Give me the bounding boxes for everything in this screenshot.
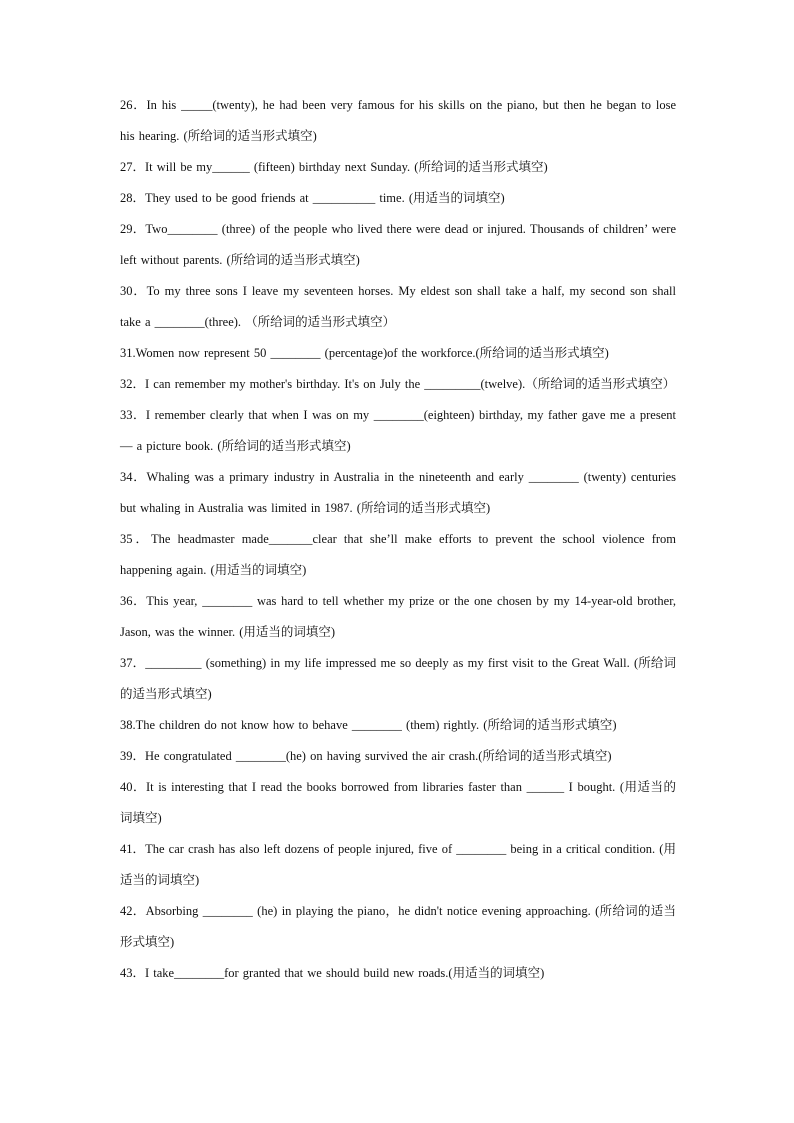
question-42: 42．Absorbing ________ (he) in playing the piano，he didn't notice evening approaching. (所给词的适当形式填空) — [120, 904, 676, 949]
question-33: 33．I remember clearly that when I was on my ________(eighteen) birthday, my father gave me a present — a picture book. (所给词的适当形式填空) — [120, 408, 676, 453]
question-36: 36．This year, ________ was hard to tell whether my prize or the one chosen by my 14-year-old brother, Jason, was the winner. (用适当的词填空) — [120, 594, 676, 639]
question-30: 30．To my three sons I leave my seventeen horses. My eldest son shall take a half, my second son shall take a ________(three). （所给词的适当形式填空） — [120, 284, 676, 329]
question-40: 40．It is interesting that I read the books borrowed from libraries faster than ______ I bought. (用适当的词填空) — [120, 780, 676, 825]
question-31: 31.Women now represent 50 ________ (percentage)of the workforce.(所给词的适当形式填空) — [120, 346, 609, 360]
question-38: 38.The children do not know how to behave ________ (them) rightly. (所给词的适当形式填空) — [120, 718, 617, 732]
question-35: 35．The headmaster made_______clear that she’ll make efforts to prevent the school violence from happening again. (用适当的词填空) — [120, 532, 676, 577]
question-32: 32．I can remember my mother's birthday. It's on July the _________(twelve).（所给词的适当形式填空） — [120, 377, 676, 391]
question-29: 29．Two________ (three) of the people who lived there were dead or injured. Thousands of children’ were left without parents. (所给词的适当形式填空) — [120, 222, 676, 267]
question-27: 27．It will be my______ (fifteen) birthday next Sunday. (所给词的适当形式填空) — [120, 160, 548, 174]
question-43: 43．I take________for granted that we should build new roads.(用适当的词填空) — [120, 966, 545, 980]
question-28: 28．They used to be good friends at __________ time. (用适当的词填空) — [120, 191, 505, 205]
question-list — [120, 90, 676, 989]
question-37: 37．_________ (something) in my life impressed me so deeply as my first visit to the Great Wall. (所给词的适当形式填空) — [120, 656, 676, 701]
question-34: 34．Whaling was a primary industry in Australia in the nineteenth and early ________ (twenty) centuries but whaling in Australia was limited in 1987. (所给词的适当形式填空) — [120, 470, 676, 515]
question-39: 39．He congratulated ________(he) on having survived the air crash.(所给词的适当形式填空) — [120, 749, 612, 763]
question-26: 26．In his _____(twenty), he had been very famous for his skills on the piano, but then he began to lose his hearing. (所给词的适当形式填空) — [120, 98, 676, 143]
question-41: 41．The car crash has also left dozens of people injured, five of ________ being in a critical condition. (用适当的词填空) — [120, 842, 676, 887]
